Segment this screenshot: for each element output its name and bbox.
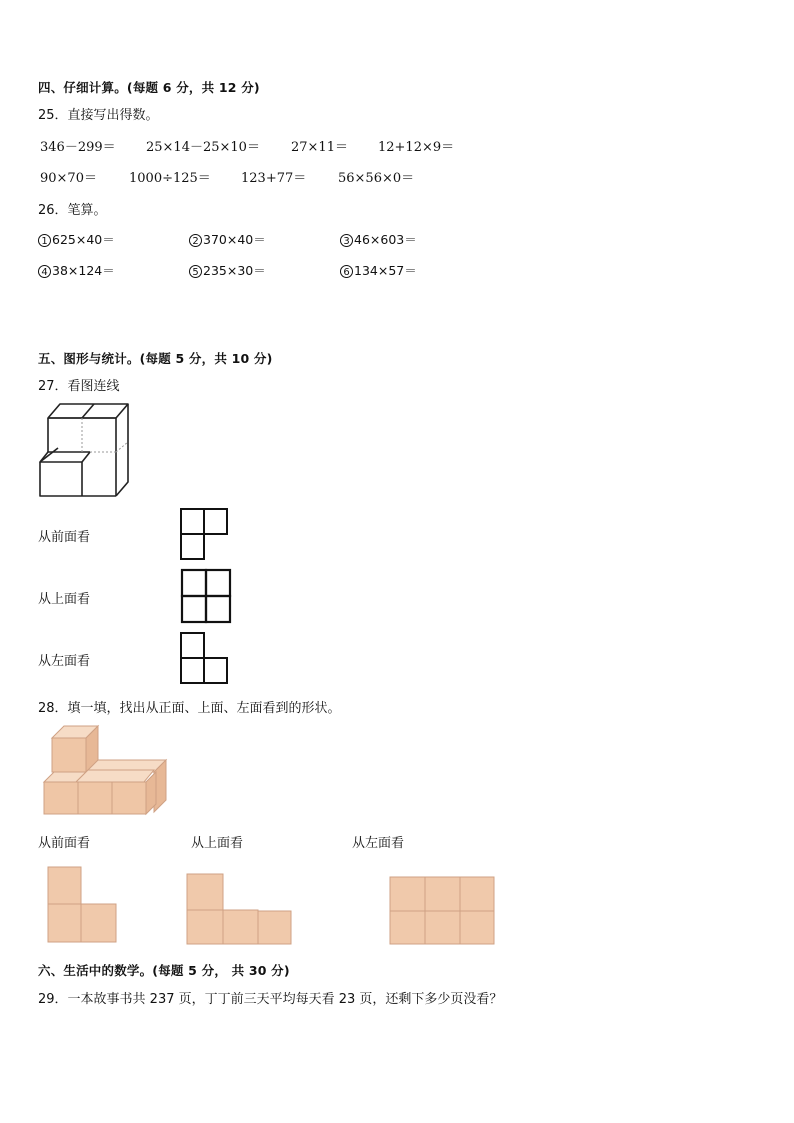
q26-item-4 [38, 261, 115, 279]
q26-item-6 [340, 261, 417, 279]
q27-view-front-label: 从前面看 [38, 530, 91, 545]
q25-row2-item4: 56×56×0＝ [338, 171, 415, 186]
q26-item-3 [340, 230, 417, 248]
q27-shape-c [179, 631, 231, 685]
circled-number: 6 [340, 265, 353, 278]
q26-expr: 235×30＝ [203, 263, 266, 278]
question-27-label: 27．看图连线 [38, 379, 120, 394]
q25-row1-item4: 12+12×9＝ [378, 140, 455, 155]
q26-expr: 625×40＝ [52, 232, 115, 247]
question-26-label: 26．笔算。 [38, 203, 107, 218]
circled-number: 2 [189, 234, 202, 247]
q27-shape-b [179, 568, 233, 624]
q28-block-figure [42, 724, 172, 816]
q25-row1-item2: 25×14－25×10＝ [146, 140, 260, 155]
q28-view-front-label: 从前面看 [38, 836, 91, 851]
circled-number: 5 [189, 265, 202, 278]
question-25-label: 25．直接写出得数。 [38, 108, 159, 123]
q26-expr: 134×57＝ [354, 263, 417, 278]
q26-expr: 370×40＝ [203, 232, 266, 247]
question-29-text: 29．一本故事书共 237 页，丁丁前三天平均每天看 23 页，还剩下多少页没看？ [38, 992, 503, 1007]
section-4-title: 四、仔细计算。(每题 6 分，共 12 分) [38, 80, 260, 95]
q26-item-5 [189, 261, 266, 279]
section-5-title: 五、图形与统计。(每题 5 分，共 10 分) [38, 351, 273, 366]
question-28-label: 28．填一填，找出从正面、上面、左面看到的形状。 [38, 701, 341, 716]
q28-top-view-shape [186, 873, 294, 947]
circled-number: 1 [38, 234, 51, 247]
q27-view-left-label: 从左面看 [38, 654, 91, 669]
q25-row2-item1: 90×70＝ [40, 171, 97, 186]
q27-view-top-label: 从上面看 [38, 592, 91, 607]
q26-expr: 46×603＝ [354, 232, 417, 247]
q27-cube-figure [38, 402, 132, 498]
section-6-title: 六、生活中的数学。(每题 5 分， 共 30 分) [38, 963, 290, 978]
circled-number: 4 [38, 265, 51, 278]
circled-number: 3 [340, 234, 353, 247]
q28-view-top-label: 从上面看 [191, 836, 244, 851]
q28-view-left-label: 从左面看 [352, 836, 405, 851]
q25-row1-item1: 346－299＝ [40, 140, 116, 155]
q25-row2-item2: 1000÷125＝ [129, 171, 211, 186]
q25-row1-item3: 27×11＝ [291, 140, 348, 155]
q28-front-view-shape [47, 866, 119, 944]
q26-item-1 [38, 230, 115, 248]
q28-left-view-shape [389, 876, 497, 946]
q26-item-2 [189, 230, 266, 248]
q26-expr: 38×124＝ [52, 263, 115, 278]
q25-row2-item3: 123+77＝ [241, 171, 307, 186]
q27-shape-a [179, 507, 231, 561]
